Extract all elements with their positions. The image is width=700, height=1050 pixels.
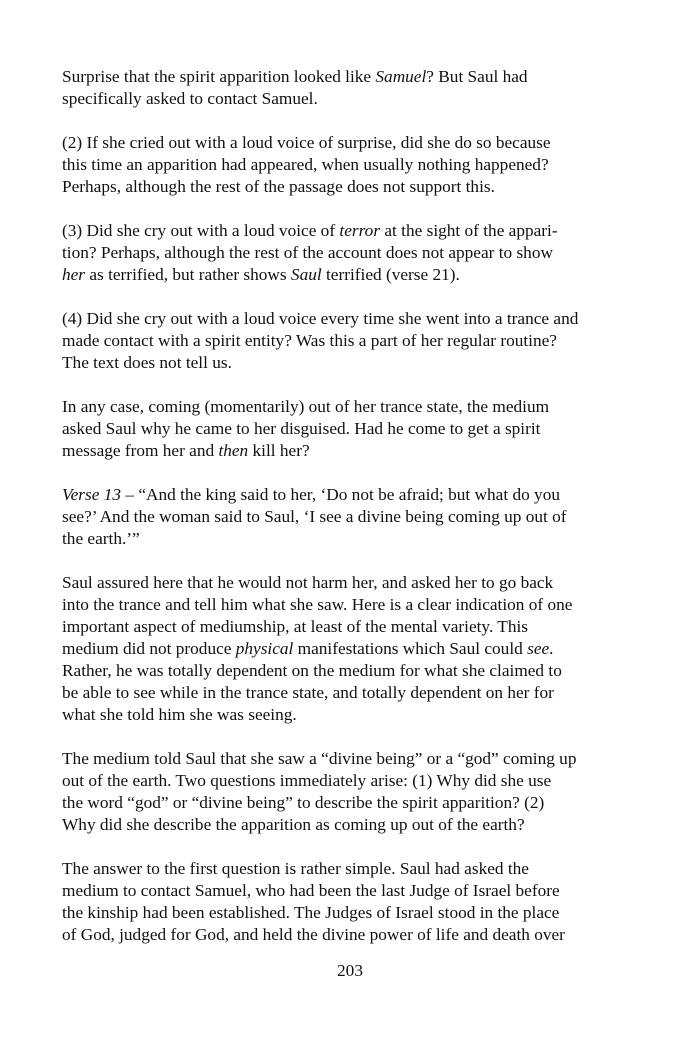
text-run: The medium told Saul that she saw a “divine being” or a “god” coming up — [62, 749, 577, 768]
text-line — [62, 858, 622, 880]
text-run: (4) Did she cry out with a loud voice every time she went into a trance and — [62, 309, 579, 328]
text-line — [62, 682, 622, 704]
text-run: Why did she describe the apparition as coming up out of the earth? — [62, 815, 525, 834]
text-run: tion? Perhaps, although the rest of the account does not appear to show — [62, 243, 553, 262]
italic-run: Saul — [290, 265, 322, 284]
text-line — [62, 396, 622, 418]
text-run: into the trance and tell him what she saw. Here is a clear indication of one — [62, 595, 573, 614]
text-line — [62, 792, 622, 814]
text-line — [62, 770, 622, 792]
text-run: Surprise that the spirit apparition looked like — [62, 67, 376, 86]
paragraph — [62, 396, 622, 462]
text-run: The answer to the first question is rather simple. Saul had asked the — [62, 859, 529, 878]
text-line — [62, 220, 622, 242]
paragraph — [62, 484, 622, 550]
text-run: what she told him she was seeing. — [62, 705, 297, 724]
italic-run: then — [218, 441, 249, 460]
text-line — [62, 242, 622, 264]
text-run: medium to contact Samuel, who had been the last Judge of Israel before — [62, 881, 560, 900]
paragraph — [62, 308, 622, 374]
page-number: 203 — [337, 961, 363, 980]
text-line — [62, 352, 622, 374]
paragraph-gap — [62, 550, 622, 572]
text-run: message from her and — [62, 441, 219, 460]
text-run: In any case, coming (momentarily) out of her trance state, the medium — [62, 397, 550, 416]
text-line — [62, 528, 622, 550]
text-run: Saul assured here that he would not harm her, and asked her to go back — [62, 573, 554, 592]
text-line — [62, 176, 622, 198]
text-line — [62, 418, 622, 440]
text-run: made contact with a spirit entity? Was this a part of her regular routine? — [62, 331, 557, 350]
text-run: terrified (verse 21). — [321, 265, 460, 284]
text-run: (3) Did she cry out with a loud voice of — [62, 221, 340, 240]
paragraph-gap — [62, 374, 622, 396]
text-line — [62, 902, 622, 924]
text-line — [62, 440, 622, 462]
paragraph — [62, 132, 622, 198]
text-run: ? But Saul had — [426, 67, 528, 86]
paragraph-gap — [62, 198, 622, 220]
text-run: The text does not tell us. — [62, 353, 232, 372]
text-run: kill her? — [248, 441, 310, 460]
italic-run: see — [527, 639, 550, 658]
text-line — [62, 484, 622, 506]
italic-run: terror — [339, 221, 381, 240]
text-run: at the sight of the appari- — [380, 221, 558, 240]
italic-run: her — [62, 265, 86, 284]
paragraph-gap — [62, 462, 622, 484]
text-run: manifestations which Saul could — [293, 639, 528, 658]
text-line — [62, 330, 622, 352]
text-run: as terrified, but rather shows — [85, 265, 291, 284]
text-line — [62, 924, 622, 946]
text-line — [62, 616, 622, 638]
text-line — [62, 264, 622, 286]
page-body — [62, 66, 622, 946]
text-line — [62, 572, 622, 594]
text-run: the word “god” or “divine being” to describe the spirit apparition? (2) — [62, 793, 545, 812]
paragraph — [62, 572, 622, 726]
text-run: this time an apparition had appeared, when usually nothing happened? — [62, 155, 549, 174]
text-run: be able to see while in the trance state, and totally dependent on her for — [62, 683, 554, 702]
text-line — [62, 704, 622, 726]
text-run: – “And the king said to her, ‘Do not be afraid; but what do you — [121, 485, 560, 504]
text-run: of God, judged for God, and held the divine power of life and death over — [62, 925, 565, 944]
text-run: the kinship had been established. The Judges of Israel stood in the place — [62, 903, 560, 922]
paragraph-gap — [62, 110, 622, 132]
text-run: see?’ And the woman said to Saul, ‘I see a divine being coming up out of — [62, 507, 567, 526]
text-line — [62, 506, 622, 528]
text-run: asked Saul why he came to her disguised. Had he come to get a spirit — [62, 419, 541, 438]
italic-run: physical — [235, 639, 294, 658]
paragraph — [62, 66, 622, 110]
text-run: Perhaps, although the rest of the passage does not support this. — [62, 177, 495, 196]
text-line — [62, 154, 622, 176]
text-run: important aspect of mediumship, at least of the mental variety. This — [62, 617, 528, 636]
text-run: the earth.’” — [62, 529, 140, 548]
text-line — [62, 132, 622, 154]
text-line — [62, 594, 622, 616]
text-line — [62, 748, 622, 770]
text-line — [62, 814, 622, 836]
paragraph-gap — [62, 726, 622, 748]
paragraph-gap — [62, 836, 622, 858]
italic-run: Samuel — [375, 67, 427, 86]
paragraph-gap — [62, 286, 622, 308]
text-run: specifically asked to contact Samuel. — [62, 89, 318, 108]
text-line — [62, 88, 622, 110]
text-line — [62, 66, 622, 88]
paragraph — [62, 220, 622, 286]
text-line — [62, 308, 622, 330]
paragraph — [62, 748, 622, 836]
text-line — [62, 638, 622, 660]
paragraph — [62, 858, 622, 946]
text-line — [62, 660, 622, 682]
text-run: out of the earth. Two questions immediately arise: (1) Why did she use — [62, 771, 552, 790]
text-run: medium did not produce — [62, 639, 236, 658]
text-run: (2) If she cried out with a loud voice of surprise, did she do so because — [62, 133, 551, 152]
text-line — [62, 880, 622, 902]
text-run: Rather, he was totally dependent on the medium for what she claimed to — [62, 661, 562, 680]
text-run: . — [549, 639, 554, 658]
italic-run: Verse 13 — [62, 485, 122, 504]
